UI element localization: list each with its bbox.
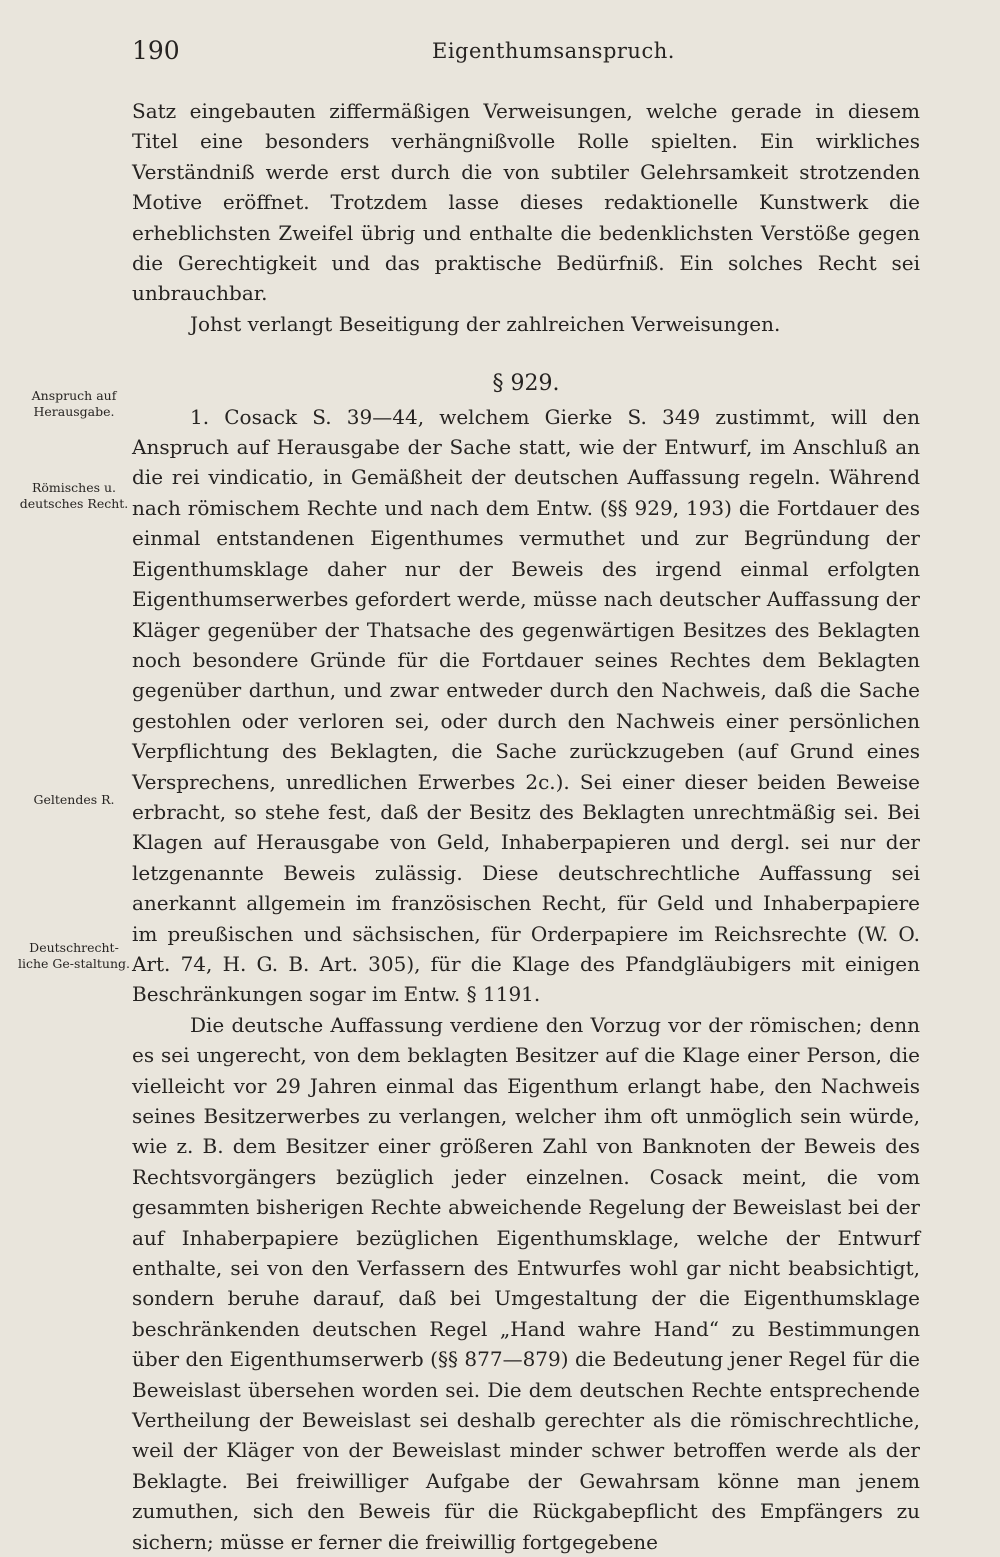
margin-note-geltendes-recht: Geltendes R. <box>33 792 115 807</box>
margin-note-herausgabe: Anspruch auf Herausgabe. <box>31 388 117 419</box>
page-header <box>132 36 920 76</box>
page-number: 190 <box>132 36 180 65</box>
paragraph-2: Johst verlangt Beseitigung der zahlreichen Verweisungen. <box>190 311 781 336</box>
section-heading: § 929. <box>492 371 560 397</box>
paragraph-1: Satz eingebauten ziffermäßigen Verweisungen, welche gerade in diesem Titel eine besonders verhängnißvolle Rolle spielten. Ein wirkliches Verständniß werde erst durch die von subtiler Gelehrsamkeit strotzenden Motive eröffnet. Trotzdem lasse dieses redaktionelle Kunstwerk die erheblichsten Zweifel übrig und enthalte die bedenklichsten Verstöße gegen die Gerechtigkeit und das praktische Bedürfniß. Ein solches Recht sei unbrauchbar. <box>132 99 920 306</box>
body-text <box>132 96 920 1557</box>
running-title: Eigenthumsanspruch. <box>432 39 675 63</box>
margin-note-roemisches-recht: Römisches u. deutsches Recht. <box>19 480 129 511</box>
paragraph-3: 1. Cosack S. 39—44, welchem Gierke S. 349 zustimmt, will den Anspruch auf Herausgabe der Sache statt, wie der Entwurf, im Anschluß an die rei vindicatio, in Gemäßheit der deutschen Auffassung regeln. Während nach römischem Rechte und nach dem Entw. (§§ 929, 193) die Fortdauer des einmal entstandenen Eigenthumes vermuthet und zur Begründung der Eigenthumsklage daher nur der Beweis des irgend einmal erfolgten Eigenthumserwerbes gefordert werde, müsse nach deutscher Auffassung der Kläger gegenüber der Thatsache des gegenwärtigen Besitzes des Beklagten noch besondere Gründe für die Fortdauer seines Rechtes dem Beklagten gegenüber darthun, und zwar entweder durch den Nachweis, daß die Sache gestohlen oder verloren sei, oder durch den Nachweis einer persönlichen Verpflichtung des Beklagten, die Sache zurückzugeben (auf Grund eines Versprechens, unredlichen Erwerbes 2c.). Sei einer dieser beiden Beweise erbracht, so stehe fest, daß der Besitz des Beklagten unrechtmäßig sei. Bei Klagen auf Herausgabe von Geld, Inhaberpapieren und dergl. sei nur der letzgenannte Beweis zulässig. Diese deutschrechtliche Auffassung sei anerkannt allgemein im französischen Recht, für Geld und Inhaberpapiere im preußischen und sächsischen, für Orderpapiere im Reichsrechte (W. O. Art. 74, H. G. B. Art. 305), für die Klage des Pfandgläubigers mit einigen Beschränkungen sogar im Entw. § 1191. <box>132 404 920 1007</box>
paragraph-4: Die deutsche Auffassung verdiene den Vorzug vor der römischen; denn es sei ungerecht, von dem beklagten Besitzer auf die Klage einer Person, die vielleicht vor 29 Jahren einmal das Eigenthum erlangt habe, den Nachweis seines Besitzerwerbes zu verlangen, welcher ihm oft unmöglich sein würde, wie z. B. dem Besitzer einer größeren Zahl von Banknoten der Beweis des Rechtsvorgängers bezüglich jeder einzelnen. Cosack meint, die vom gesammten bisherigen Rechte abweichende Regelung der Beweislast bei der auf Inhaberpapiere bezüglichen Eigenthumsklage, welche der Entwurf enthalte, sei von den Verfassern des Entwurfes wohl gar nicht beabsichtigt, sondern beruhe darauf, daß bei Umgestaltung der die Eigenthumsklage beschränkenden deutschen Regel „Hand wahre Hand“ zu Bestimmungen über den Eigenthumserwerb (§§ 877—879) die Bedeutung jener Regel für die Beweislast übersehen worden sei. Die dem deutschen Rechte entsprechende Vertheilung der Beweislast sei deshalb gerechter als die römischrechtliche, weil der Kläger von der Beweislast minder schwer betroffen werde als der Beklagte. Bei freiwilliger Aufgabe der Gewahrsam könne man jenem zumuthen, sich den Beweis für die Rückgabepflicht des Empfängers zu sichern; müsse er ferner die freiwillig fortgegebene <box>132 1012 920 1554</box>
margin-note-deutschrechtliche-gestaltung: Deutschrecht-liche Ge-staltung. <box>18 940 131 971</box>
